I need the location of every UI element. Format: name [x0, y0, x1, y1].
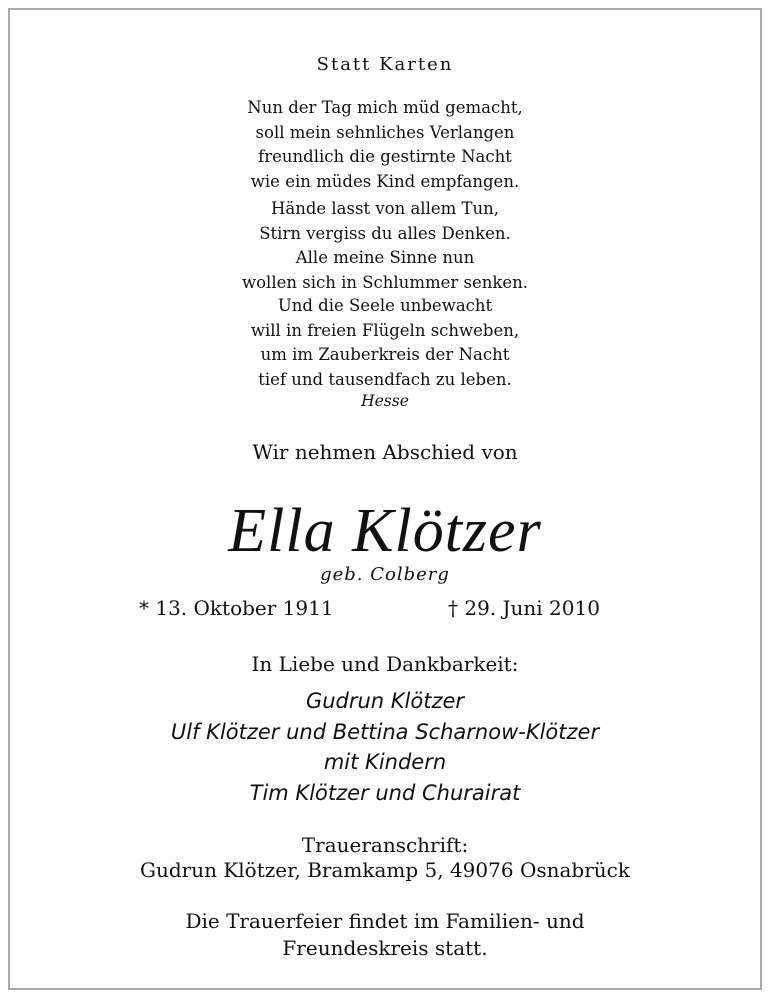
- mourner-line: mit Kindern: [323, 750, 447, 774]
- obituary-notice: [8, 8, 762, 990]
- poem-line: Stirn vergiss du alles Denken.: [259, 223, 511, 243]
- poem-line: Und die Seele unbewacht: [277, 296, 493, 315]
- address-label: Traueranschrift:: [301, 833, 469, 857]
- poem-line: freundlich die gestirnte Nacht: [258, 147, 512, 167]
- poem-line: will in freien Flügeln schweben,: [250, 320, 520, 340]
- birth-date: * 13. Oktober 1911: [139, 596, 334, 620]
- ceremony-line: Freundeskreis statt.: [282, 936, 488, 960]
- notice-header: Statt Karten: [316, 54, 454, 75]
- maiden-name: geb. Colberg: [320, 564, 450, 585]
- poem-line: wie ein müdes Kind empfangen.: [250, 171, 520, 191]
- poem-line: wollen sich in Schlummer senken.: [241, 272, 528, 292]
- poem-line: Alle meine Sinne nun: [295, 248, 475, 268]
- ceremony-note: [10, 908, 760, 962]
- poem-line: tief und tausendfach zu leben.: [258, 369, 512, 389]
- thanks-line: In Liebe und Dankbarkeit:: [251, 652, 519, 676]
- poem-line: Hände lasst von allem Tun,: [270, 199, 500, 218]
- death-date: † 29. Juni 2010: [448, 596, 600, 620]
- farewell-line: Wir nehmen Abschied von: [252, 440, 518, 464]
- poem-line: Nun der Tag mich müd gemacht,: [247, 98, 523, 117]
- poem-line: soll mein sehnliches Verlangen: [255, 122, 515, 142]
- poem-stanza-3: [10, 294, 760, 392]
- address-text: Gudrun Klötzer, Bramkamp 5, 49076 Osnabrück: [140, 858, 630, 882]
- poem-author: Hesse: [361, 392, 409, 410]
- mourners-list: [10, 686, 760, 808]
- mourner-line: Gudrun Klötzer: [305, 689, 465, 713]
- poem-stanza-2: [10, 197, 760, 295]
- deceased-name: Ella Klötzer: [228, 497, 542, 565]
- mourner-line: Tim Klötzer und Churairat: [249, 780, 521, 805]
- mourner-line: Ulf Klötzer und Bettina Scharnow-Klötzer: [170, 719, 600, 744]
- poem-stanza-1: [10, 96, 760, 194]
- ceremony-line: Die Trauerfeier findet im Familien- und: [185, 909, 585, 933]
- poem-line: um im Zauberkreis der Nacht: [260, 345, 510, 365]
